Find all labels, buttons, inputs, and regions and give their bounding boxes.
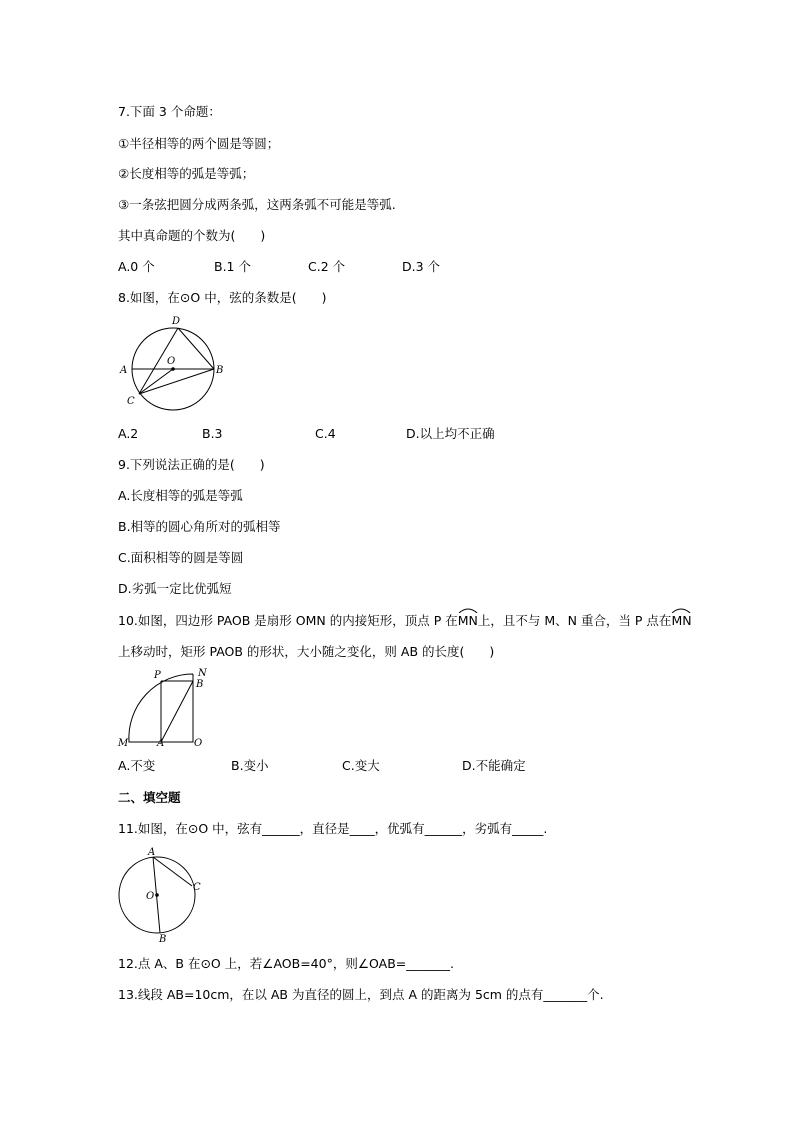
q10-option-a: A.不变 <box>118 758 156 773</box>
q13-stem: 13.线段 AB=10cm，在以 AB 为直径的圆上，到点 A 的距离为 5cm 的点有_______个. <box>118 987 604 1002</box>
q7-option-c: C.2 个 <box>308 259 346 274</box>
q10-label-a: A <box>157 738 165 749</box>
q8-center-dot <box>171 367 175 371</box>
q7-statement-3: ③一条弦把圆分成两条弧，这两条弧不可能是等弧. <box>118 197 396 212</box>
q9-option-c: C.面积相等的圆是等圆 <box>118 550 244 565</box>
q9-option-d: D.劣弧一定比优弧短 <box>118 581 232 596</box>
q8-chord-cb <box>139 369 214 394</box>
q8-label-d: D <box>172 316 181 327</box>
q10-label-n: N <box>198 668 207 679</box>
q11-label-c: C <box>193 882 201 893</box>
q7-statement-1: ①半径相等的两个圆是等圆； <box>118 136 280 151</box>
q7-option-b: B.1 个 <box>214 259 251 274</box>
q8-label-c: C <box>127 396 135 407</box>
q9-option-b: B.相等的圆心角所对的弧相等 <box>118 519 281 534</box>
q7-statement-2: ②长度相等的弧是等弧； <box>118 166 255 181</box>
q10-arc-mn-2 <box>671 613 691 629</box>
q9-option-a: A.长度相等的弧是等弧 <box>118 488 243 503</box>
q10-arc-mn-1 <box>458 613 478 629</box>
q12-stem: 12.点 A、B 在⊙O 上，若∠AOB=40°，则∠OAB=_______. <box>118 956 454 971</box>
q8-label-b: B <box>216 365 224 376</box>
q11-chord-ac <box>153 857 192 886</box>
q10-stem-part1: 10.如图，四边形 PAOB 是扇形 OMN 的内接矩形，顶点 P 在 <box>118 613 458 628</box>
q11-label-b: B <box>159 934 167 945</box>
q10-stem-part2: 上，且不与 M、N 重合，当 P 点在 <box>477 613 672 628</box>
q8-stem: 8.如图，在⊙O 中，弦的条数是( ) <box>118 290 327 305</box>
q11-label-o: O <box>146 891 155 902</box>
q8-label-o: O <box>167 356 176 367</box>
q8-option-a: A.2 <box>118 426 139 441</box>
q10-option-b: B.变小 <box>231 758 269 773</box>
q7-option-d: D.3 个 <box>402 259 441 274</box>
q10-sector-figure <box>116 666 216 752</box>
q10-option-d: D.不能确定 <box>462 758 526 773</box>
section-title-fill-blank: 二、填空题 <box>118 790 181 805</box>
q10-stem-line2: 上移动时，矩形 PAOB 的形状，大小随之变化，则 AB 的长度( ) <box>118 644 495 659</box>
q11-label-a: A <box>148 847 156 858</box>
q9-stem: 9.下列说法正确的是( ) <box>118 457 265 472</box>
q8-option-d: D.以上均不正确 <box>406 426 495 441</box>
q7-option-a: A.0 个 <box>118 259 155 274</box>
q7-question: 其中真命题的个数为( ) <box>118 228 266 243</box>
q10-segment-ab <box>161 681 193 742</box>
q8-option-b: B.3 <box>202 426 223 441</box>
arc-symbol-icon <box>458 607 478 613</box>
q10-label-o: O <box>194 738 203 749</box>
arc-symbol-icon <box>671 607 691 613</box>
q8-option-c: C.4 <box>315 426 336 441</box>
q10-arc-label-1: MN <box>457 613 478 628</box>
q10-arc-label-2: MN <box>671 613 692 628</box>
q10-label-p: P <box>154 670 161 681</box>
q7-stem: 7.下面 3 个命题： <box>118 104 221 119</box>
q8-circle-figure <box>116 312 226 412</box>
q11-center-dot <box>155 893 159 897</box>
q11-stem: 11.如图，在⊙O 中，弦有______，直径是____，优弧有______，劣弧有_____. <box>118 821 548 836</box>
q11-circle-figure <box>116 846 216 945</box>
q8-label-a: A <box>120 365 128 376</box>
q10-stem-line1 <box>118 613 692 629</box>
q8-radius-oc <box>139 369 173 394</box>
q10-option-c: C.变大 <box>342 758 380 773</box>
q10-label-b: B <box>196 679 204 690</box>
q10-label-m: M <box>118 738 129 749</box>
